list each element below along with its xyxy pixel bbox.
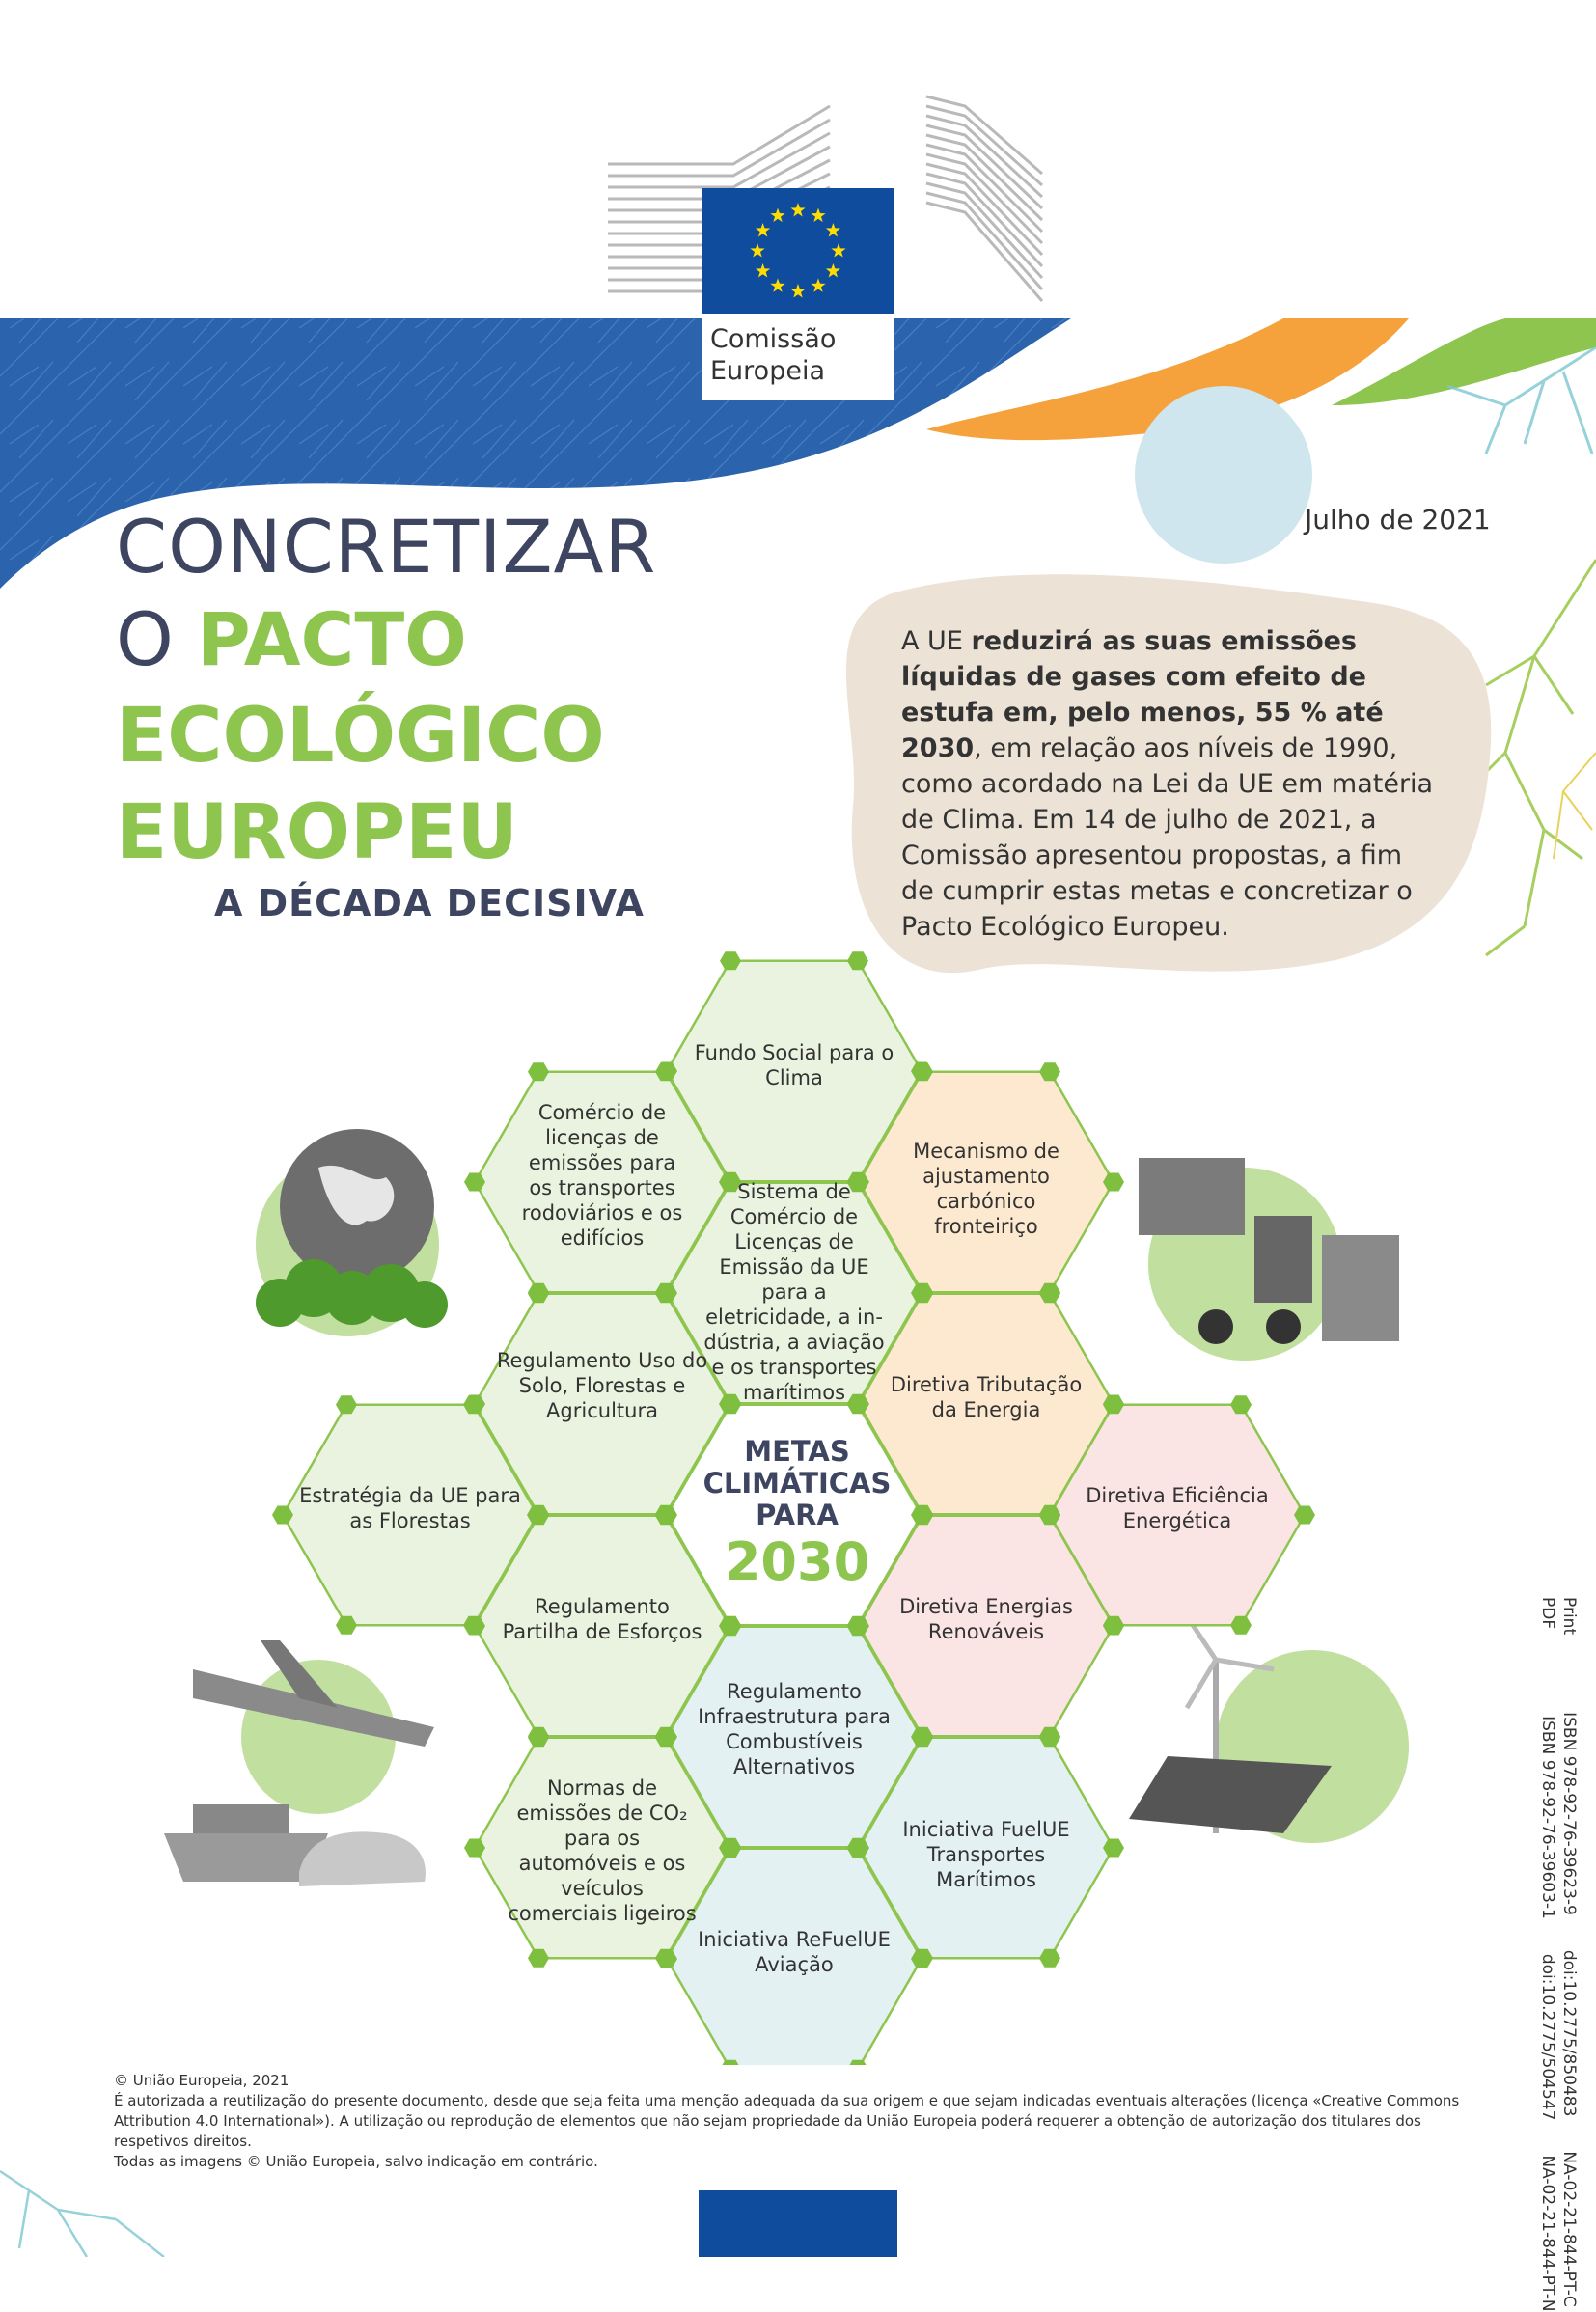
pdf-isbn: ISBN 978-92-76-39603-1 [1538, 1716, 1557, 1919]
center-climate-goals [697, 1436, 897, 1593]
star-icon [826, 263, 840, 278]
title-line2-prefix: O [116, 596, 174, 682]
footer-license: É autorizada a reutilização do presente documento, desde que seja feita uma menção adequada da sua origem e que sejam indicadas eventuais alterações (licença «Creative Commons Attribution 4.0 International»). A utilização ou reprodução de elementos que não sejam propriedade da União Europeia poderá requerer a obtenção de autorização dos titulares dos respetivos direitos. [114, 2092, 1460, 2150]
subtitle: A DÉCADA DECISIVA [214, 882, 645, 924]
hex-label-estrategia-florestas: Estratégia da UE para as Florestas [299, 1484, 521, 1532]
star-icon [770, 278, 784, 291]
org-name-line1: Comissão [710, 324, 837, 354]
title-line2-highlight: PACTO [197, 596, 467, 682]
title-line3: ECOLÓGICO [116, 693, 605, 780]
star-icon [790, 203, 805, 217]
title-line1: CONCRETIZAR [116, 504, 657, 590]
star-icon [790, 284, 805, 298]
star-icon [831, 243, 845, 258]
center-line3: PARA [756, 1499, 839, 1531]
pdf-codes [1538, 1597, 1557, 2312]
footer-copyright: © União Europeia, 2021 [114, 2072, 289, 2089]
hex-label-tributacao-energia: Diretiva Tributação da Energia [890, 1373, 1083, 1421]
star-icon [770, 208, 784, 223]
hex-label-normas-co2: Normas de emissões de CO₂ para os automóveis e os veículos comerciais ligeiros [508, 1776, 697, 1925]
center-year: 2030 [724, 1531, 870, 1592]
center-line1: METAS [744, 1435, 850, 1468]
title-line2 [116, 596, 467, 683]
pdf-label: PDF [1538, 1597, 1557, 1630]
hex-label-eficiencia-energetica: Diretiva Eficiência Energética [1086, 1484, 1269, 1532]
hex-label-comercio-licencas: Comércio de licenças de emissões para os transportes rodoviários e os edifícios [521, 1101, 683, 1250]
hex-label-refueleu: Iniciativa ReFuelUE Aviação [698, 1928, 891, 1976]
hex-label-sistema-comercio: Sistema de Comércio de Licenças de Emissão da UE para a eletricidade, a in-dústria, a aviação e os transportes marítimos [703, 1180, 885, 1404]
hex-label-energias-renovaveis: Diretiva Energias Renováveis [899, 1595, 1073, 1643]
star-icon [811, 208, 825, 223]
intro-paragraph [901, 623, 1442, 945]
organization-name [710, 323, 889, 387]
pdf-catalogue: NA-02-21-844-PT-N [1538, 2155, 1557, 2312]
footer-images-credit: Todas as imagens © União Europeia, salvo indicação em contrário. [114, 2153, 598, 2170]
hex-label-mecanismo: Mecanismo de ajustamento carbónico fronteiriço [913, 1140, 1059, 1238]
hex-label-fundo-social: Fundo Social para o Clima [694, 1041, 894, 1089]
star-icon [811, 278, 825, 291]
print-isbn: ISBN 978-92-76-39623-9 [1559, 1712, 1579, 1915]
hex-label-infraestrutura: Regulamento Infraestrutura para Combustíveis Alternativos [698, 1680, 891, 1778]
hex-label-partilha-esforcos: Regulamento Partilha de Esforços [502, 1595, 702, 1643]
star-icon [756, 223, 770, 237]
bottom-blue-bar [699, 2190, 897, 2257]
eu-flag-icon [702, 188, 894, 314]
publication-date: Julho de 2021 [1305, 504, 1491, 536]
eu-stars [702, 188, 894, 314]
print-label: Print [1559, 1597, 1579, 1636]
center-line2: CLIMÁTICAS [702, 1467, 892, 1500]
print-doi: doi:10.2775/850483 [1559, 1949, 1579, 2117]
hex-label-regulamento-solo: Regulamento Uso do Solo, Florestas e Agricultura [496, 1349, 708, 1422]
intro-bold: reduzirá as suas emissões líquidas de gases com efeito de estufa em, pelo menos, 55 % até 2030 [901, 626, 1384, 763]
footer [114, 2071, 1465, 2172]
hex-label-fueleu: Iniciativa FuelUE Transportes Marítimos [902, 1818, 1070, 1891]
ec-logo [702, 188, 894, 400]
intro-part2: , em relação aos níveis de 1990, como acordado na Lei da UE em matéria de Clima. Em 14 de julho de 2021, a Comissão apresentou propostas, a fim de cumprir estas metas e concretizar o Pacto Ecológico Europeu. [901, 733, 1434, 942]
print-catalogue: NA-02-21-844-PT-C [1559, 2151, 1579, 2307]
star-icon [756, 263, 770, 278]
org-name-line2: Europeia [710, 356, 825, 386]
light-blue-circle [1135, 386, 1312, 564]
intro-part1: A UE [901, 626, 972, 656]
star-icon [750, 243, 764, 258]
print-codes [1559, 1597, 1579, 2307]
star-icon [826, 223, 840, 237]
title-line4: EUROPEU [116, 789, 518, 876]
pdf-doi: doi:10.2775/504547 [1538, 1953, 1557, 2121]
